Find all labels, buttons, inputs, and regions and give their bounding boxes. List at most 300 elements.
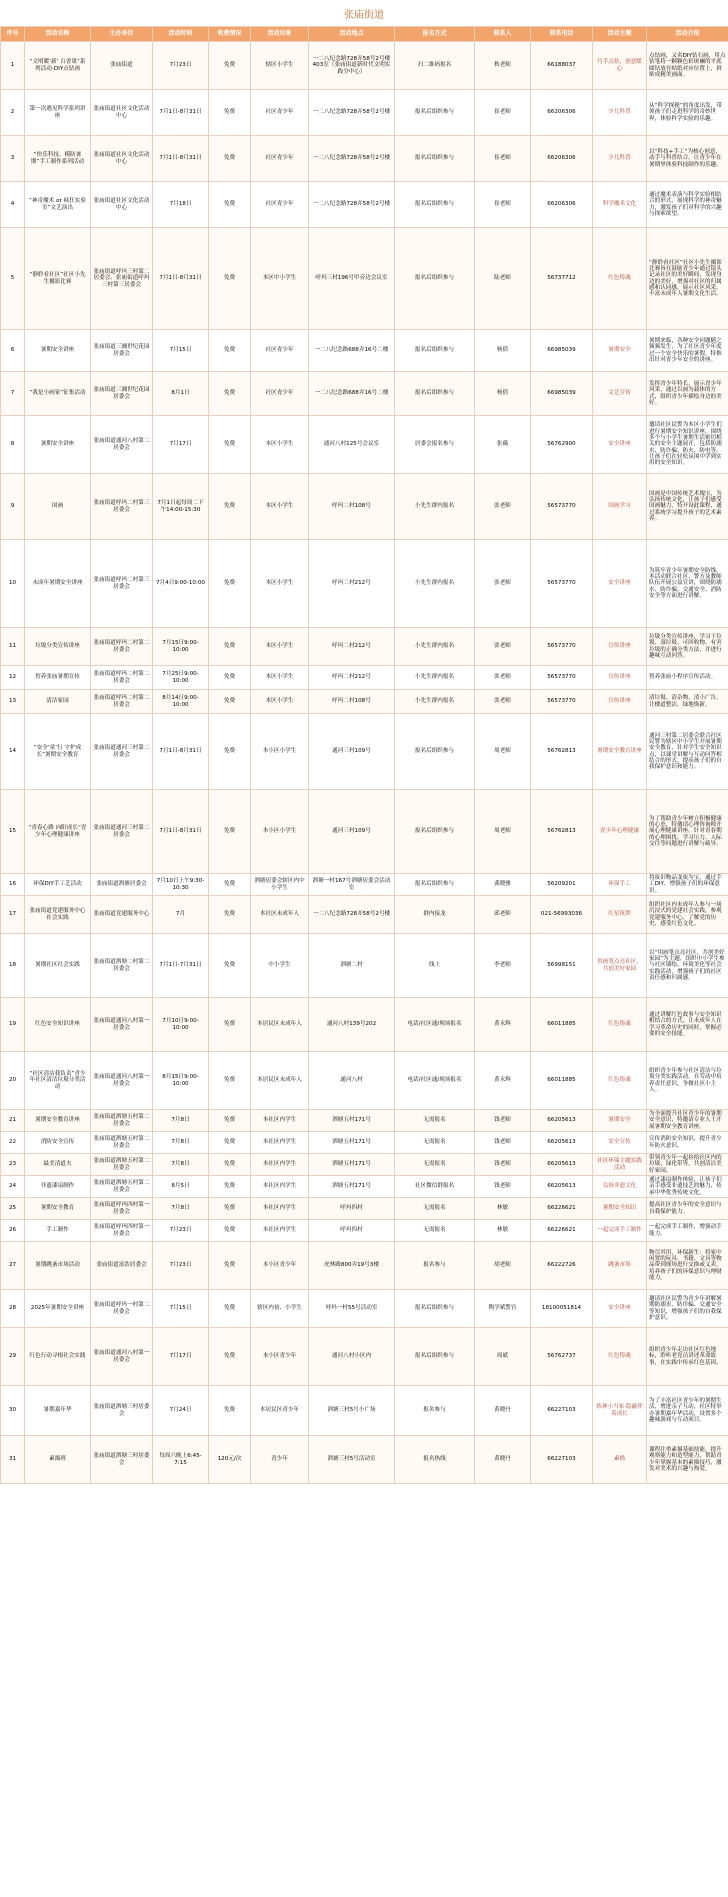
cell-intro: 通过讲解红色故事与安全知识相结合的方式，让未成年人在学习革命历史的同时，掌握必要的安全技能。 <box>647 998 728 1052</box>
cell-signup: 小先生群内报名 <box>395 690 475 714</box>
cell-fee: 免费 <box>209 1242 251 1290</box>
table-row <box>1 666 728 690</box>
cell-signup: 报名后组织参与 <box>395 372 475 416</box>
cell-fee: 120元/次 <box>209 1436 251 1484</box>
cell-host: 张庙街道呼玛四村第一居委会 <box>91 1220 153 1242</box>
cell-name: 红色安全知识讲座 <box>25 998 91 1052</box>
cell-contact: 秋老师 <box>475 42 531 90</box>
cell-fee: 免费 <box>209 1198 251 1220</box>
cell-intro: 组织青少年走访社区红色地标，聆听老党员讲述革命故事，在实践中传承红色基因。 <box>647 1328 728 1386</box>
cell-fee: 免费 <box>209 1132 251 1154</box>
cell-location: 呼玛二村212号 <box>309 540 395 628</box>
cell-signup: 社区微信群报名 <box>395 1176 475 1198</box>
cell-contact: 黄永辉 <box>475 998 531 1052</box>
cell-fee: 免费 <box>209 42 251 90</box>
cell-theme: 宣传讲座 <box>593 690 647 714</box>
cell-location: 一二八纪念路688弄16号二楼 <box>309 330 395 372</box>
cell-time: 7月23日 <box>153 1242 209 1290</box>
cell-location: 泗塘三村5号小广场 <box>309 1386 395 1436</box>
cell-intro: 国画是中国传统艺术瑰宝，为弘扬传统文化，让孩子们感受国画魅力，特开设此课程，通过系统学习提升孩子的艺术素养。 <box>647 474 728 540</box>
table-row <box>1 136 728 182</box>
col-header-theme: 活动主题 <box>593 27 647 42</box>
cell-phone: 66205613 <box>531 1176 593 1198</box>
cell-intro: 为筑牢青少年暑期安全防线，本活动联合社区、警方及教师队伍开展公益宣讲，围绕防溺水、防诈骗、交通安全、消防安全等方面进行讲解。 <box>647 540 728 628</box>
cell-target: 本居民区未成年人 <box>251 998 309 1052</box>
cell-contact: 钱老师 <box>475 1132 531 1154</box>
cell-target: 社区青少年 <box>251 330 309 372</box>
cell-time: 7月18日 <box>153 182 209 228</box>
cell-host: 张庙街道泗塘五村第二居委会 <box>91 1132 153 1154</box>
cell-theme: 少儿科普 <box>593 136 647 182</box>
cell-host: 张庙街道呼玛二村第二居委会 <box>91 690 153 714</box>
cell-signup: 居委会报名参与 <box>395 416 475 474</box>
cell-phone: 66227103 <box>531 1436 593 1484</box>
cell-name: 暑期安全讲座 <box>25 330 91 372</box>
col-header-index: 序号 <box>1 27 25 42</box>
cell-index: 29 <box>1 1328 25 1386</box>
cell-time: 7月4日9:00-10:00 <box>153 540 209 628</box>
cell-theme: 用画笔点亮社区，共创美好家园 <box>593 934 647 998</box>
cell-target: 本区小学生 <box>251 690 309 714</box>
table-row <box>1 1198 728 1220</box>
table-row <box>1 90 728 136</box>
cell-time: 7月1日-8月31日 <box>153 228 209 330</box>
cell-phone: 56762737 <box>531 1328 593 1386</box>
cell-name: 第一次遇见科学系列讲座 <box>25 90 91 136</box>
table-row <box>1 896 728 934</box>
cell-theme: 少儿科普 <box>593 90 647 136</box>
cell-index: 7 <box>1 372 25 416</box>
cell-target: 本社区内学生 <box>251 1198 309 1220</box>
cell-signup: 报名后组织参与 <box>395 182 475 228</box>
cell-signup: 报名后组织参与 <box>395 228 475 330</box>
cell-fee: 免费 <box>209 690 251 714</box>
cell-signup: 群内接龙 <box>395 896 475 934</box>
cell-time: 7月10日9:00-10:00 <box>153 998 209 1052</box>
cell-phone: 66206306 <box>531 90 593 136</box>
cell-host: 张庙街道泗塘二村第二居委会 <box>91 934 153 998</box>
cell-fee: 免费 <box>209 1386 251 1436</box>
cell-fee: 免费 <box>209 628 251 666</box>
cell-time: 7月8日 <box>153 1132 209 1154</box>
cell-phone: 021-56993036 <box>531 896 593 934</box>
cell-host: 张庙街道呼玛二村第三居委会 <box>91 474 153 540</box>
cell-phone: 56737712 <box>531 228 593 330</box>
cell-index: 10 <box>1 540 25 628</box>
table-row <box>1 42 728 90</box>
cell-phone: 56762813 <box>531 790 593 874</box>
cell-phone: 66227103 <box>531 1386 593 1436</box>
cell-location: 虎林路800弄19号3楼 <box>309 1242 395 1290</box>
cell-location: 呼玛四村 <box>309 1198 395 1220</box>
cell-fee: 免费 <box>209 934 251 998</box>
cell-location: 泗塘三村5号活动室 <box>309 1436 395 1484</box>
header-row <box>1 27 728 42</box>
cell-phone: 56573770 <box>531 540 593 628</box>
cell-time: 7月 <box>153 896 209 934</box>
cell-phone: 56573770 <box>531 690 593 714</box>
cell-location: 通河八村125号会议室 <box>309 416 395 474</box>
cell-theme: 社区环保主题实践活动 <box>593 1154 647 1176</box>
cell-contact: 钱老师 <box>475 1110 531 1132</box>
cell-fee: 免费 <box>209 1110 251 1132</box>
cell-contact: 陆老师 <box>475 228 531 330</box>
cell-time: 8月14日9:00-10:00 <box>153 690 209 714</box>
cell-location: 通河八村139号202 <box>309 998 395 1052</box>
cell-phone: 56762813 <box>531 714 593 790</box>
cell-location: 通河三村109号 <box>309 790 395 874</box>
cell-index: 25 <box>1 1198 25 1220</box>
cell-name: 暑期嘉年华 <box>25 1386 91 1436</box>
cell-location: 呼玛二村212号 <box>309 628 395 666</box>
cell-contact: 邱老师 <box>475 896 531 934</box>
cell-intro: 通过魔术表演与科学实验相结合的形式，展现科学的神奇魅力，激发孩子们对科学的兴趣与探索欲望。 <box>647 182 728 228</box>
cell-fee: 免费 <box>209 136 251 182</box>
cell-name: 环保DIY手工艺活动 <box>25 874 91 896</box>
cell-index: 12 <box>1 666 25 690</box>
table-row <box>1 540 728 628</box>
col-header-fee: 收费情况 <box>209 27 251 42</box>
cell-index: 31 <box>1 1436 25 1484</box>
cell-contact: 林敏 <box>475 1220 531 1242</box>
cell-host: 张庙街道泗塘三村居委会 <box>91 1386 153 1436</box>
cell-time: 7月15日 <box>153 1290 209 1328</box>
cell-host: 张庙街道通河八村第一居委会 <box>91 1052 153 1110</box>
cell-time: 7月1日起每周二下午14:00-15:30 <box>153 474 209 540</box>
cell-location: 一二八纪念路688弄16号二楼 <box>309 372 395 416</box>
cell-location: 泗塘一村167号泗塘居委会活动室 <box>309 874 395 896</box>
table-row <box>1 1052 728 1110</box>
table-row <box>1 628 728 666</box>
cell-name: 暑期安全教育 <box>25 1198 91 1220</box>
cell-host: 张庙街道呼玛一村第二居委会 <box>91 1290 153 1328</box>
cell-signup: 小先生群内报名 <box>395 540 475 628</box>
cell-fee: 免费 <box>209 1176 251 1198</box>
cell-theme: 安全宣传 <box>593 1132 647 1154</box>
cell-fee: 免费 <box>209 714 251 790</box>
cell-signup: 电话/社区通/现场报名 <box>395 1052 475 1110</box>
cell-target: 本区小学生 <box>251 540 309 628</box>
cell-phone: 66226621 <box>531 1198 593 1220</box>
cell-host: 张庙街道呼玛二村第二居委会 <box>91 628 153 666</box>
cell-time: 7月17日 <box>153 1328 209 1386</box>
cell-host: 张庙街道通河八村第一居委会 <box>91 1328 153 1386</box>
cell-phone: 66222726 <box>531 1242 593 1290</box>
cell-contact: 杨倩 <box>475 330 531 372</box>
cell-location: 呼玛四村 <box>309 1220 395 1242</box>
cell-index: 23 <box>1 1154 25 1176</box>
cell-target: 本社区内学生 <box>251 1132 309 1154</box>
cell-signup: 无需报名 <box>395 1132 475 1154</box>
cell-time: 7月23日 <box>153 42 209 90</box>
cell-intro: 组织青少年参与社区清洁与垃圾分类实践活动，在劳动中培养责任意识，争做社区小主人。 <box>647 1052 728 1110</box>
cell-fee: 免费 <box>209 540 251 628</box>
cell-target: 本小区小学生 <box>251 790 309 874</box>
cell-index: 21 <box>1 1110 25 1132</box>
cell-host: 张庙街道党建服务中心 <box>91 896 153 934</box>
cell-theme: 安全讲座 <box>593 540 647 628</box>
cell-signup: 小先生群内报名 <box>395 628 475 666</box>
cell-location: 一二八纪念路728弄58号2号楼 <box>309 182 395 228</box>
cell-host: 张庙街道社区文化活动中心 <box>91 90 153 136</box>
cell-contact: 李老师 <box>475 934 531 998</box>
cell-contact: 龚晓雅 <box>475 874 531 896</box>
cell-signup: 报名后组织参与 <box>395 1290 475 1328</box>
cell-time: 7月15日9:00-10:00 <box>153 628 209 666</box>
cell-phone: 66205613 <box>531 1110 593 1132</box>
cell-fee: 免费 <box>209 1154 251 1176</box>
table-row <box>1 1328 728 1386</box>
cell-phone: 56762900 <box>531 416 593 474</box>
cell-time: 7月1日-8月31日 <box>153 714 209 790</box>
cell-target: 辖区内初、小学生 <box>251 1290 309 1328</box>
cell-signup: 报名后组织参与 <box>395 714 475 790</box>
cell-host: 张庙街道 <box>91 42 153 90</box>
cell-index: 1 <box>1 42 25 90</box>
cell-index: 17 <box>1 896 25 934</box>
table-row <box>1 1110 728 1132</box>
cell-contact: 胡老师 <box>475 1242 531 1290</box>
cell-contact: 崔老师 <box>475 182 531 228</box>
cell-theme: 素描 <box>593 1436 647 1484</box>
cell-host: 张庙街道呼玛二村第二居委会 <box>91 666 153 690</box>
cell-name: “文明暖‘新’ 百香果”系列活动-DIY点钻画 <box>25 42 91 90</box>
cell-signup: 报名参与 <box>395 1386 475 1436</box>
cell-fee: 免费 <box>209 182 251 228</box>
cell-location: 一二八纪念路728弄58号2号楼 <box>309 896 395 934</box>
cell-target: 本小区青少年 <box>251 1242 309 1290</box>
cell-phone: 66985039 <box>531 330 593 372</box>
cell-time: 8月15日9:00-10:00 <box>153 1052 209 1110</box>
cell-theme: 红色铸魂 <box>593 1052 647 1110</box>
cell-name: 张庙街道党建服务中心社会实践 <box>25 896 91 934</box>
table-row <box>1 228 728 330</box>
cell-contact: 周斌 <box>475 1328 531 1386</box>
cell-contact: 黄永辉 <box>475 1052 531 1110</box>
cell-index: 6 <box>1 330 25 372</box>
cell-intro: 垃圾分类宣传讲座，学习干垃圾、湿垃圾、可回收物、有害垃圾的正确分类方法，并进行趣味互动问答。 <box>647 628 728 666</box>
cell-phone: 66985039 <box>531 372 593 416</box>
cell-intro: 以“用画笔点亮社区，共创美好家园”为主题，组织中小学生参与社区墙绘、环境美化等社会实践活动，增强孩子们的社区责任感和归属感。 <box>647 934 728 998</box>
cell-fee: 免费 <box>209 1290 251 1328</box>
cell-intro: 从“科学探秘”的角度出发，带领孩子们走进科学的奇妙世界，体验科学实验的乐趣。 <box>647 90 728 136</box>
cell-time: 7月8日 <box>153 1154 209 1176</box>
cell-contact: 张老师 <box>475 666 531 690</box>
cell-host: 张庙街道通河三村第二居委会 <box>91 714 153 790</box>
table-row <box>1 874 728 896</box>
cell-phone: 56573770 <box>531 474 593 540</box>
col-header-intro: 活动介绍 <box>647 27 728 42</box>
cell-signup: 无需报名 <box>395 1198 475 1220</box>
cell-intro: 为了丰富社区青少年的暑期生活，增进亲子互动，社区特举办暑期嘉年华活动，设置多个趣味游戏与互动项目。 <box>647 1386 728 1436</box>
table-row <box>1 416 728 474</box>
cell-target: 泗塘居委会辖区内中小学生 <box>251 874 309 896</box>
col-header-signup: 报名方式 <box>395 27 475 42</box>
col-header-time: 活动时间 <box>153 27 209 42</box>
cell-location: 泗塘五村171号 <box>309 1132 395 1154</box>
cell-fee: 免费 <box>209 790 251 874</box>
cell-name: 清洁家园 <box>25 690 91 714</box>
cell-contact: 周老师 <box>475 714 531 790</box>
cell-target: 本区小学生 <box>251 628 309 666</box>
cell-contact: 周老师 <box>475 790 531 874</box>
cell-name: “青春心路 向阳成长”青少年心理健康讲座 <box>25 790 91 874</box>
cell-intro: 暑期来临，各种安全问题随之频频发生，为了社区青少年度过一个安全快乐的暑假，特推出针对青少年安全的讲座。 <box>647 330 728 372</box>
cell-intro: 邀请社区民警为本区小学生们进行暑期安全知识讲座，围绕多个与小学生暑期生活密切相关的安全主题展开，包括防溺水、防诈骗、防火、防电等，让孩子们在轻松氛围中学到实用的安全知识。 <box>647 416 728 474</box>
cell-intro: 清垃圾、清杂物、清小广告，让楼道整洁、绿地焕新。 <box>647 690 728 714</box>
cell-theme: 暑期安全 <box>593 330 647 372</box>
cell-location: 一二八纪念路728弄58号2号楼403室（张庙街道新时代文明实践分中心） <box>309 42 395 90</box>
cell-fee: 免费 <box>209 330 251 372</box>
cell-index: 11 <box>1 628 25 666</box>
cell-theme: 红色铸魂 <box>593 1328 647 1386</box>
cell-time: 7月17日 <box>153 416 209 474</box>
cell-location: 呼玛三村196号甲旁边会议室 <box>309 228 395 330</box>
table-row <box>1 1386 728 1436</box>
cell-signup: 小先生群内报名 <box>395 474 475 540</box>
cell-signup: 无需报名 <box>395 1220 475 1242</box>
cell-name: 暑期社区社会实践 <box>25 934 91 998</box>
cell-host: 张庙街道社区文化活动中心 <box>91 182 153 228</box>
cell-name: “安全‘童’行 守护成长”暑期安全教育 <box>25 714 91 790</box>
cell-host: 张庙街道泗塘居委会 <box>91 874 153 896</box>
cell-contact: 钱老师 <box>475 1154 531 1176</box>
cell-signup: 电话/社区通/现场报名 <box>395 998 475 1052</box>
cell-intro: 邀请社区民警为青少年讲解暑期防溺水、防诈骗、交通安全等知识，增强孩子们的自我保护意识。 <box>647 1290 728 1328</box>
cell-intro: 将废旧物品变废为宝，通过手工DIY，增强孩子们的环保意识。 <box>647 874 728 896</box>
cell-fee: 免费 <box>209 874 251 896</box>
cell-intro: 提高社区青少年的安全意识与自我保护能力。 <box>647 1198 728 1220</box>
cell-target: 社区青少年 <box>251 182 309 228</box>
cell-target: 本区中小学生 <box>251 228 309 330</box>
cell-intro: 课程注重素描基础技能，提升观察能力和造型能力，帮助青少年掌握基本的素描技巧，激发对美术的兴趣与热爱。 <box>647 1436 728 1484</box>
cell-intro: 带领青少年一起捡拾社区内的垃圾，绿化带等，共创清洁美好家园。 <box>647 1154 728 1176</box>
col-header-host: 主办单位 <box>91 27 153 42</box>
cell-index: 4 <box>1 182 25 228</box>
table-row <box>1 372 728 416</box>
cell-signup: 无需报名 <box>395 1154 475 1176</box>
cell-signup: 报名后组织参与 <box>395 1328 475 1386</box>
cell-phone: 18100051814 <box>531 1290 593 1328</box>
cell-name: 未成年暑期安全讲座 <box>25 540 91 628</box>
cell-theme: 宣传讲座 <box>593 666 647 690</box>
cell-theme: 科学魔术文化 <box>593 182 647 228</box>
table-row <box>1 330 728 372</box>
cell-intro: 组织社区内未成年人参与一场沉浸式的党建社会实践，参观党建服务中心，了解党的历史，感受红色文化。 <box>647 896 728 934</box>
cell-time: 7月23日 <box>153 1220 209 1242</box>
cell-name: “神奇魔术 or 疯狂实验室”文艺演出 <box>25 182 91 228</box>
cell-name: “社区清洁我负责”青少年社区清洁垃圾分类活动 <box>25 1052 91 1110</box>
cell-signup: 报名后组织参与 <box>395 790 475 874</box>
cell-phone: 56573770 <box>531 666 593 690</box>
cell-time: 7月8日 <box>153 1110 209 1132</box>
table-row <box>1 1132 728 1154</box>
cell-index: 2 <box>1 90 25 136</box>
cell-contact: 陶学斌警官 <box>475 1290 531 1328</box>
cell-theme: 文艺宣传 <box>593 372 647 416</box>
cell-fee: 免费 <box>209 416 251 474</box>
cell-location: 呼玛二村212号 <box>309 666 395 690</box>
cell-contact: 崔老师 <box>475 90 531 136</box>
cell-name: 消防安全宣传 <box>25 1132 91 1154</box>
cell-signup: 报名参与 <box>395 1242 475 1290</box>
cell-index: 5 <box>1 228 25 330</box>
cell-index: 27 <box>1 1242 25 1290</box>
table-row <box>1 1176 728 1198</box>
cell-phone: 66011885 <box>531 998 593 1052</box>
cell-signup: 小先生群内报名 <box>395 666 475 690</box>
cell-host: 张庙街道呼玛四村第一居委会 <box>91 1198 153 1220</box>
cell-index: 16 <box>1 874 25 896</box>
cell-host: 张庙街道社区文化活动中心 <box>91 136 153 182</box>
cell-theme: 跳蚤市场 <box>593 1242 647 1290</box>
table-row <box>1 1220 728 1242</box>
cell-host: 张庙街道通河三村第二居委会 <box>91 790 153 874</box>
cell-index: 15 <box>1 790 25 874</box>
cell-host: 张庙街道富浩居委会 <box>91 1242 153 1290</box>
cell-contact: 黄晓丹 <box>475 1436 531 1484</box>
cell-contact: 张老师 <box>475 474 531 540</box>
cell-fee: 免费 <box>209 896 251 934</box>
cell-index: 9 <box>1 474 25 540</box>
cell-fee: 免费 <box>209 228 251 330</box>
cell-fee: 免费 <box>209 1220 251 1242</box>
cell-time: 每周六晚上6:45-7:15 <box>153 1436 209 1484</box>
cell-name: “静聆看社区”社区小先生摄影比赛 <box>25 228 91 330</box>
cell-target: 社区青少年 <box>251 136 309 182</box>
cell-target: 本社区未成年人 <box>251 896 309 934</box>
cell-intro: 智养张庙小程序宣传活动。 <box>647 666 728 690</box>
cell-index: 24 <box>1 1176 25 1198</box>
cell-host: 张庙街道泗塘五村第二居委会 <box>91 1176 153 1198</box>
cell-target: 本社区内学生 <box>251 1110 309 1132</box>
col-header-name: 活动名称 <box>25 27 91 42</box>
cell-intro: 为了帮助青少年树立积极健康的心态，特邀请心理咨询师开展心理健康讲座，针对青春期的心理困扰、学习压力、人际交往等问题进行讲解与疏导。 <box>647 790 728 874</box>
cell-host: 张庙街道通河八村第一居委会 <box>91 998 153 1052</box>
cell-contact: 崔老师 <box>475 136 531 182</box>
cell-intro: 一起完成手工制作，增强动手能力。 <box>647 1220 728 1242</box>
cell-target: 中小学生 <box>251 934 309 998</box>
col-header-location: 活动地点 <box>309 27 395 42</box>
cell-theme: 一起完成手工制作 <box>593 1220 647 1242</box>
col-header-target: 活动对象 <box>251 27 309 42</box>
cell-time: 7月1日-8月31日 <box>153 790 209 874</box>
cell-phone: 56573770 <box>531 628 593 666</box>
cell-theme: 炼神小当家·隐蔽伴着成长 <box>593 1386 647 1436</box>
cell-index: 26 <box>1 1220 25 1242</box>
cell-location: 通河八村 <box>309 1052 395 1110</box>
cell-theme: 红色铸魂 <box>593 228 647 330</box>
cell-name: “快乐科技，模防暑期”手工制作系列活动 <box>25 136 91 182</box>
cell-index: 18 <box>1 934 25 998</box>
cell-target: 本小区青少年 <box>251 1328 309 1386</box>
cell-contact: 钱老师 <box>475 1176 531 1198</box>
cell-location: 泗塘五村171号 <box>309 1176 395 1198</box>
cell-index: 19 <box>1 998 25 1052</box>
table-body <box>1 42 728 1484</box>
cell-index: 20 <box>1 1052 25 1110</box>
cell-target: 青少年 <box>251 1436 309 1484</box>
cell-index: 3 <box>1 136 25 182</box>
cell-target: 本区小学生 <box>251 666 309 690</box>
cell-time: 7月10日上午9:30-10:30 <box>153 874 209 896</box>
cell-contact: 张老师 <box>475 690 531 714</box>
table-row <box>1 934 728 998</box>
cell-host: 张庙街道三湘世纪花园居委会 <box>91 372 153 416</box>
cell-signup: 报名后组织参与 <box>395 330 475 372</box>
col-header-phone: 联系电话 <box>531 27 593 42</box>
cell-theme: 红色铸魂 <box>593 998 647 1052</box>
